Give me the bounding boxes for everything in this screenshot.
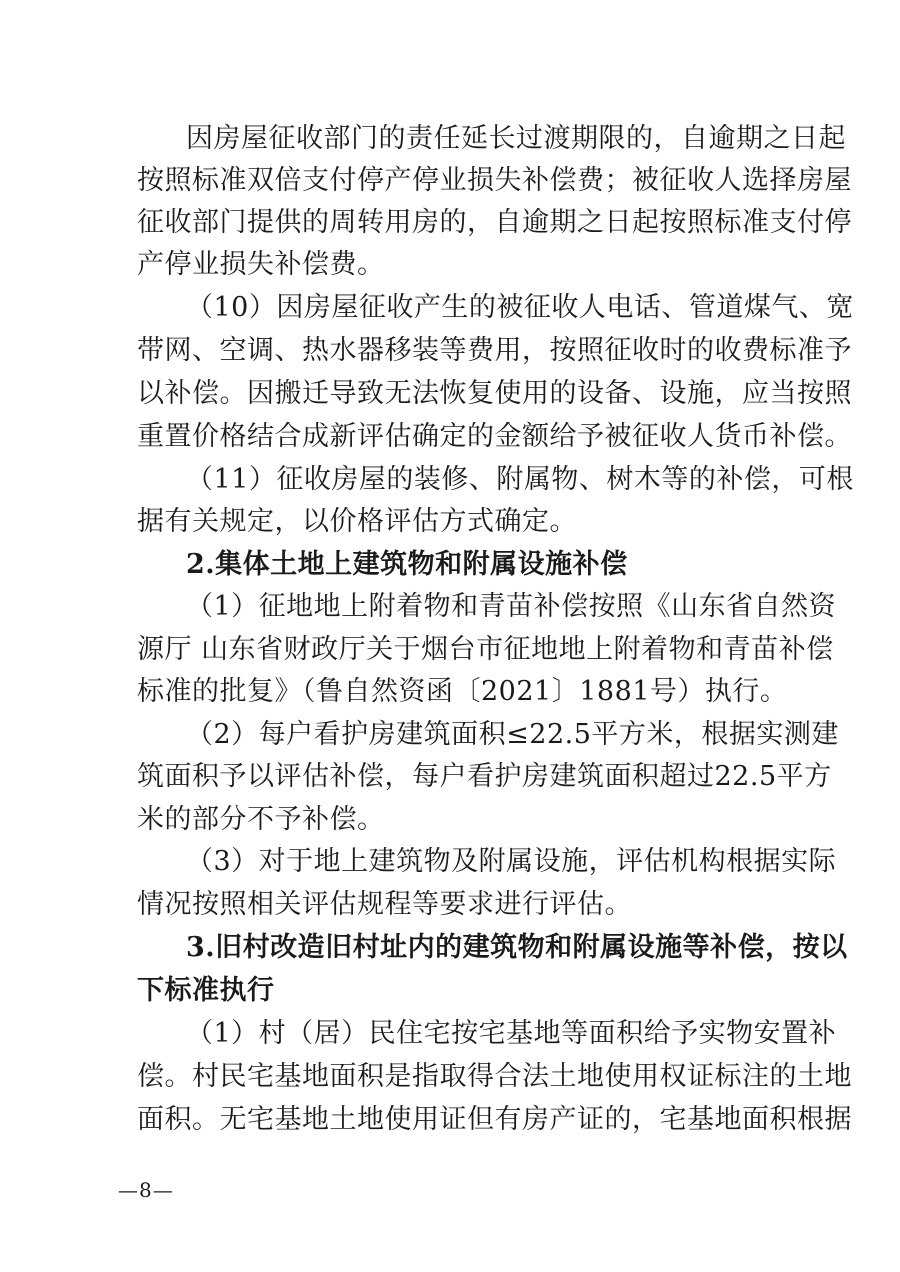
text-line: （11）征收房屋的装修、附属物、树木等的补偿，可根 [186,464,854,495]
text-line: 米的部分不予补偿。 [137,804,385,835]
page-number: —8— [118,1178,174,1202]
text-line: （10）因房屋征收产生的被征收人电话、管道煤气、宽 [186,292,854,323]
text-line: 以补偿。因搬迁导致无法恢复使用的设备、设施，应当按照 [137,378,852,409]
text-line: （1）征地地上附着物和青苗补偿按照《山东省自然资 [186,591,837,622]
text-line: 征收部门提供的周转用房的，自逾期之日起按照标准支付停 [137,207,852,238]
section-heading: 2.集体土地上建筑物和附属设施补偿 [186,549,628,580]
text-line: （1）村（居）民住宅按宅基地等面积给予实物安置补 [186,1018,837,1049]
section-heading: 3.旧村改造旧村址内的建筑物和附属设施等补偿，按以 [186,932,848,963]
text-line: 因房屋征收部门的责任延长过渡期限的，自逾期之日起 [186,123,846,154]
section-heading: 下标准执行 [137,975,275,1006]
text-line: 源厅 山东省财政厅关于烟台市征地地上附着物和青苗补偿 [137,634,834,665]
text-line: 重置价格结合成新评估确定的金额给予被征收人货币补偿。 [137,421,852,452]
text-line: 情况按照相关评估规程等要求进行评估。 [137,889,632,920]
text-line: 面积。无宅基地土地使用证但有房产证的，宅基地面积根据 [137,1104,852,1135]
text-line: 产停业损失补偿费。 [137,249,385,280]
text-line: 偿。村民宅基地面积是指取得合法土地使用权证标注的土地 [137,1061,852,1092]
text-line: 据有关规定，以价格评估方式确定。 [137,506,577,537]
text-line: 标准的批复》（鲁自然资函〔2021〕1881号）执行。 [137,676,788,707]
text-line: 按照标准双倍支付停产停业损失补偿费；被征收人选择房屋 [137,165,852,196]
text-line: 筑面积予以评估补偿，每户看护房建筑面积超过22.5平方 [137,761,832,792]
text-line: （3）对于地上建筑物及附属设施，评估机构根据实际 [186,846,837,877]
text-line: 带网、空调、热水器移装等费用，按照征收时的收费标准予 [137,335,852,366]
text-line: （2）每户看护房建筑面积≤22.5平方米，根据实测建 [186,719,839,750]
